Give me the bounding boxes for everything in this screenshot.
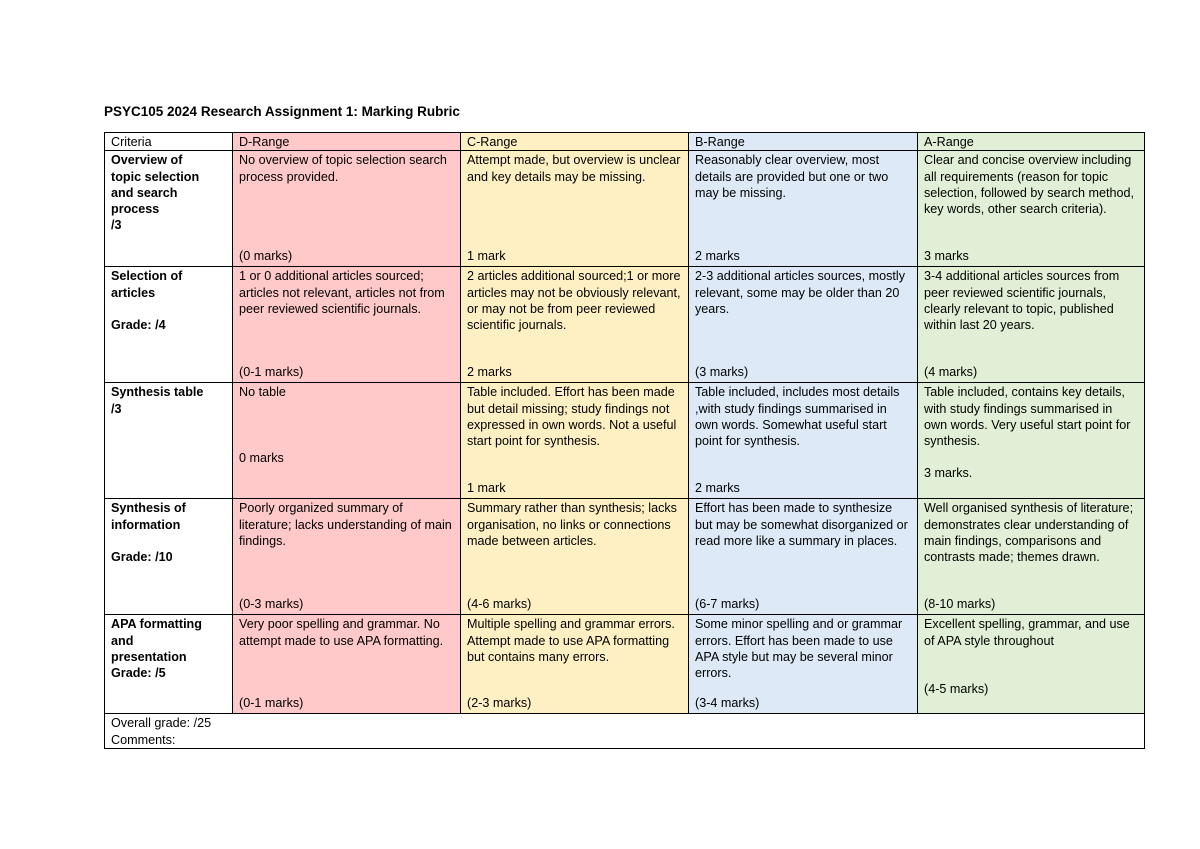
footer-row <box>105 714 1145 749</box>
c-range-cell: Table included. Effort has been made but detail missing; study findings not expressed in own words. Not a useful start point for synthesis. 1 mark <box>461 383 689 499</box>
b-range-cell: Reasonably clear overview, most details are provided but one or two may be missing. 2 marks <box>689 151 918 267</box>
c-range-cell: 2 articles additional sourced;1 or more articles may not be obviously relevant, or may not be from peer reviewed scientific journals. 2 marks <box>461 267 689 383</box>
a-range-cell: Well organised synthesis of literature; demonstrates clear understanding of main findings, comparisons and contrasts made; themes drawn. (8-10 marks) <box>918 499 1145 615</box>
overall-grade-label: Overall grade: /25 <box>111 716 212 731</box>
c-range-cell: Summary rather than synthesis; lacks organisation, no links or connections made between articles. (4-6 marks) <box>461 499 689 615</box>
d-range-cell: No table 0 marks <box>233 383 461 499</box>
page-title: PSYC105 2024 Research Assignment 1: Marking Rubric <box>104 104 460 119</box>
c-range-cell: Multiple spelling and grammar errors. Attempt made to use APA formatting but contains many errors. (2-3 marks) <box>461 615 689 714</box>
marks-label: (0-3 marks) <box>239 597 304 611</box>
d-range-cell: 1 or 0 additional articles sourced; articles not relevant, articles not from peer reviewed scientific journals. (0-1 marks) <box>233 267 461 383</box>
b-range-cell: Some minor spelling and or grammar errors. Effort has been made to use APA style but may be several minor errors. (3-4 marks) <box>689 615 918 714</box>
marks-label: (4 marks) <box>924 365 978 379</box>
header-b-range: B-Range <box>689 133 918 151</box>
criteria-cell: Overview of topic selection and search process /3 <box>105 151 233 267</box>
table-header-row <box>105 133 1145 151</box>
table-row <box>105 499 1145 615</box>
table-row <box>105 151 1145 267</box>
table-row <box>105 383 1145 499</box>
marks-label: 1 mark <box>467 481 506 495</box>
marks-label: 2 marks <box>467 365 512 379</box>
criteria-cell: Synthesis of information Grade: /10 <box>105 499 233 615</box>
marks-label: (3 marks) <box>695 365 749 379</box>
header-d-range: D-Range <box>233 133 461 151</box>
marks-label: (0-1 marks) <box>239 696 304 710</box>
header-criteria: Criteria <box>105 133 233 151</box>
marks-label: 2 marks <box>695 481 740 495</box>
marks-label: 0 marks <box>239 450 284 465</box>
marks-label: (8-10 marks) <box>924 597 996 611</box>
d-range-cell: Poorly organized summary of literature; lacks understanding of main findings. (0-3 marks) <box>233 499 461 615</box>
d-range-cell: No overview of topic selection search process provided. (0 marks) <box>233 151 461 267</box>
marks-label: (6-7 marks) <box>695 597 760 611</box>
marks-label: 3 marks <box>924 249 969 263</box>
a-range-cell: Excellent spelling, grammar, and use of APA style throughout (4-5 marks) <box>918 615 1145 714</box>
marks-label: 2 marks <box>695 249 740 263</box>
marks-label: (2-3 marks) <box>467 696 532 710</box>
overall-grade-cell <box>105 714 1145 749</box>
marks-label: (4-6 marks) <box>467 597 532 611</box>
a-range-cell: Clear and concise overview including all requirements (reason for topic selection, followed by search method, key words, other search criteria). 3 marks <box>918 151 1145 267</box>
table-row <box>105 267 1145 383</box>
comments-label: Comments: <box>111 732 176 747</box>
criteria-cell: APA formatting and presentation Grade: /5 <box>105 615 233 714</box>
marks-label: (0 marks) <box>239 249 293 263</box>
marking-rubric-table <box>104 132 1145 749</box>
header-a-range: A-Range <box>918 133 1145 151</box>
criteria-cell: Synthesis table /3 <box>105 383 233 499</box>
marks-label: 1 mark <box>467 249 506 263</box>
criteria-cell: Selection of articles Grade: /4 <box>105 267 233 383</box>
c-range-cell: Attempt made, but overview is unclear and key details may be missing. 1 mark <box>461 151 689 267</box>
marks-label: (4-5 marks) <box>924 681 989 696</box>
b-range-cell: 2-3 additional articles sources, mostly relevant, some may be older than 20 years. (3 marks) <box>689 267 918 383</box>
table-row <box>105 615 1145 714</box>
marks-label: (0-1 marks) <box>239 365 304 379</box>
b-range-cell: Table included, includes most details ,with study findings summarised in own words. Somewhat useful start point for synthesis. 2 marks <box>689 383 918 499</box>
d-range-cell: Very poor spelling and grammar. No attempt made to use APA formatting. (0-1 marks) <box>233 615 461 714</box>
b-range-cell: Effort has been made to synthesize but may be somewhat disorganized or read more like a summary in places. (6-7 marks) <box>689 499 918 615</box>
marks-label: (3-4 marks) <box>695 696 760 710</box>
a-range-cell: 3-4 additional articles sources from peer reviewed scientific journals, clearly relevant to topic, published within last 20 years. (4 marks) <box>918 267 1145 383</box>
a-range-cell: Table included, contains key details, with study findings summarised in own words. Very useful start point for synthesis. 3 marks. <box>918 383 1145 499</box>
header-c-range: C-Range <box>461 133 689 151</box>
marks-label: 3 marks. <box>924 466 973 481</box>
